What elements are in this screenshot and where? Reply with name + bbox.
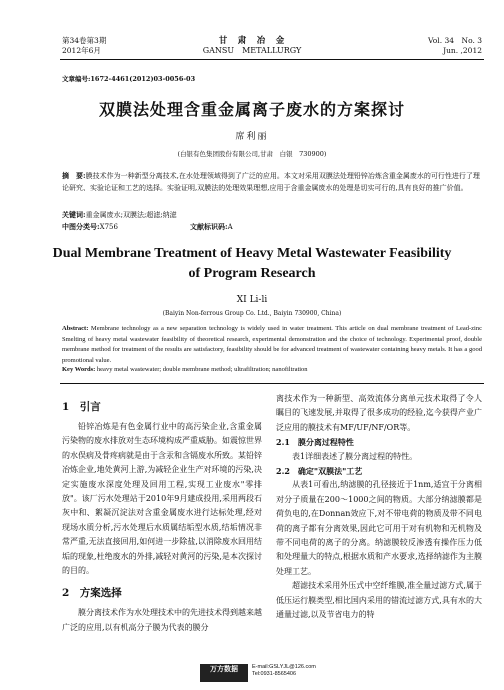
section-1-paragraph: 铅锌冶炼是有色金属行业中的高污染企业,含重金属污染物的废水排放对生态环境构成严重威胁。如震惊世界的水俣病及骨疼病就是由于含汞和含镉废水所致。某铅锌冶炼企业,地处黄河上游,为减轻企业生产对环境的污染,决定实施废水深度处理及回用工程,实现工业废水"零排放"。该厂污水处理站于2010年9月建成投用,采用两段石灰中和、絮凝沉淀法对含重金属废水进行达标处理,经对现场水质分析,污水处理后水质属结垢型水质,结垢情况非常严重,无法直接回用,如何进一步除盐,以消除废水回用结垢的现象,杜绝废水的外排,减轻对黄河的污染,是本次探讨的目的。 <box>62 422 262 576</box>
classification-value: X756 <box>99 223 118 231</box>
abstract-cn-text: 膜技术作为一种新型分离技术,在水处理领域得到了广泛的应用。本文对采用双膜法处理铅锌冶炼含重金属废水的可行性进行了理论研究、实验论证和工艺的选择。实验证明,双膜法的处理效果理想,应用于含重金属废水的处理是切实可行的,具有良好的推广价值。 <box>62 172 480 192</box>
section-2-heading: 2 方案选择 <box>62 587 122 600</box>
affiliation-cn: (白银有色集团股份有限公司,甘肃 白银 730900) <box>177 150 327 158</box>
classification-label: 中图分类号: <box>62 222 100 231</box>
subsection-2-2-paragraph-2: 超滤技术采用外压式中空纤维膜,准全量过滤方式,属于低压运行膜类型,相比国内采用的错流过滤方式,具有水的大通量过滤,以及节省电力的特 <box>276 581 482 620</box>
journal-volume-en <box>428 36 482 56</box>
paper-title-en <box>0 244 504 284</box>
abstract-en-text: Membrane technology as a new separation technology is widely used in water treatment. This article on dual membrane treatment of Lead-zinc Smelting of heavy metal wastewater feasibility of theoretical research, experimental demonstration and the choice of technology. Experimental proof, double membrane method for treatment of the results are satisfactory, feasibility should be for advanced treatment of wastewater containing heavy metals. It has a good promotional value. <box>62 325 482 364</box>
wanfang-logo: 万方数据 <box>200 664 248 682</box>
keywords-cn-label: 关键词: <box>62 210 86 219</box>
paper-title-en-line1: Dual Membrane Treatment of Heavy Metal Wastewater Feasibility <box>52 246 452 261</box>
document-code <box>190 222 233 232</box>
keywords-en-text: heavy metal wastewater; double membrane method; ultrafiltration; nanofiltration <box>96 366 308 373</box>
right-paragraph-1: 离技术作为一种新型、高效流体分离单元技术取得了令人瞩目的飞速发展,并取得了很多成功的经验,迄今获得产业广泛应用的膜技术有MF/UF/NF/OR等。 <box>276 394 482 432</box>
subsection-2-1-paragraph: 表1详细表述了膜分离过程的特性。 <box>292 451 418 461</box>
footer-email: E-mail:GSLYJL@126.com <box>252 664 316 670</box>
author-cn: 席利丽 <box>235 132 269 142</box>
keywords-cn <box>62 210 177 220</box>
keywords-en <box>62 366 482 373</box>
abstract-cn <box>62 170 482 194</box>
subsection-2-2-paragraph: 从表1可看出,纳滤膜的孔径接近于1nm,适宜于分离相对分子质量在200～1000之间的物质。大部分纳滤膜都是荷负电的,在Donnan效应下,对不带电荷的物质及带不同电荷的离子都有分离效果,因此它可用于对有机物和无机物及带不同电荷的离子的分离。纳滤膜较反渗透有操作压力低和处理量大的特点,根据水质和产水要求,选择纳滤作为主膜处理工艺。 <box>276 480 482 576</box>
abstract-rule <box>60 383 484 384</box>
subsection-2-2-heading: 2.2 确定"双膜法"工艺 <box>276 466 363 477</box>
paper-title-cn: 双膜法处理含重金属离子废水的方案探讨 <box>98 100 405 119</box>
abstract-en <box>62 324 482 366</box>
document-code-value: A <box>227 223 233 231</box>
section-1-heading: 1 引言 <box>62 401 101 413</box>
subsection-2-1-heading: 2.1 膜分离过程特性 <box>276 437 354 448</box>
keywords-cn-text: 重金属废水;双膜法;超滤;纳滤 <box>85 211 177 219</box>
footer-watermark <box>200 664 320 686</box>
classification-cn <box>62 222 482 232</box>
keywords-en-label: Key Words: <box>62 366 96 373</box>
journal-name-cn: 甘 肃 冶 金 <box>218 36 286 46</box>
footer-contact <box>252 664 316 678</box>
body-right-column <box>276 392 482 623</box>
author-en: XI Li-li <box>236 295 268 305</box>
footer-phone: Tel:0931-8565406 <box>252 671 297 677</box>
article-number: 文章编号:1672-4461(2012)03-0056-03 <box>62 75 196 83</box>
abstract-en-label: Abstract: <box>62 325 89 332</box>
abstract-cn-label: 摘 要: <box>62 171 86 180</box>
section-2-paragraph: 膜分离技术作为水处理技术中的先进技术得到越来越广泛的应用,以有机高分子膜为代表的膜分 <box>62 608 262 632</box>
body-left-column <box>62 392 262 635</box>
paper-title-en-line2: of Program Research <box>188 266 316 281</box>
journal-name-en: GANSU METALLURGY <box>202 46 302 55</box>
volume-issue-en: Vol. 34 No. 3 <box>428 36 482 45</box>
document-code-label: 文献标识码: <box>190 222 228 231</box>
header-rule <box>60 59 484 60</box>
affiliation-en: (Baiyin Non-ferrous Group Co. Ltd., Baiyin 730900, China) <box>162 310 342 317</box>
publication-date: 2012年6月 <box>62 46 101 55</box>
publication-date-en: Jun. ,2012 <box>443 46 482 55</box>
volume-issue: 第34卷第3期 <box>62 36 107 45</box>
